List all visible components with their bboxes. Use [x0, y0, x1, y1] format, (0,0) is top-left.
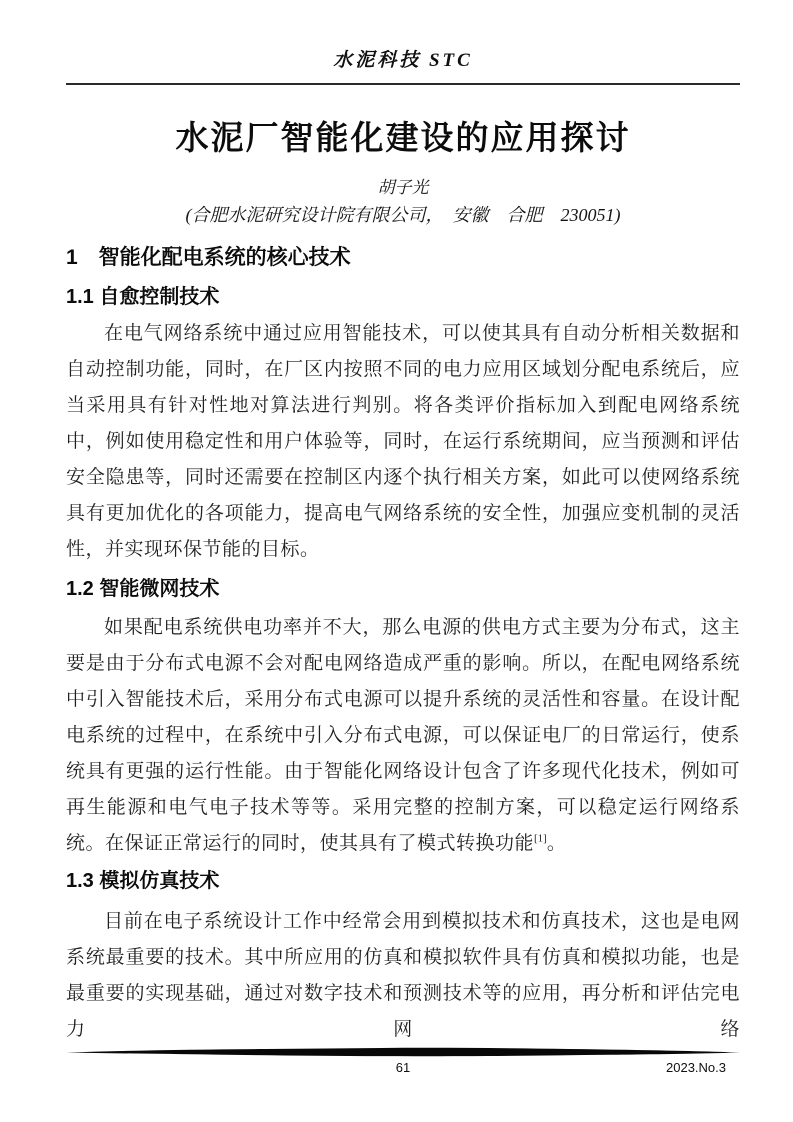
page-footer — [66, 1046, 740, 1079]
paragraph-1-3: 目前在电子系统设计工作中经常会用到模拟技术和仿真技术，这也是电网系统最重要的技术。其中所应用的仿真和模拟软件具有仿真和模拟功能，也是最重要的实现基础，通过对数字技术和预测技术等的应用，再分析和评估完电力网络 — [66, 911, 740, 1040]
paragraph-1-2 — [66, 610, 740, 862]
footer-row — [66, 1059, 740, 1079]
paragraph-1-1: 在电气网络系统中通过应用智能技术，可以使其具有自动分析相关数据和自动控制功能，同时，在厂区内按照不同的电力应用区域划分配电系统后，应当采用具有针对性地对算法进行判别。将各类评价指标加入到配电网络系统中，例如使用稳定性和用户体验等，同时，在运行系统期间，应当预测和评估安全隐患等，同时还需要在控制区内逐个执行相关方案，如此可以使网络系统具有更加优化的各项能力，提高电气网络系统的安全性，加强应变机制的灵活性，并实现环保节能的目标。 — [66, 323, 740, 560]
section-heading-1: 1 智能化配电系统的核心技术 — [66, 246, 351, 269]
journal-title: 水泥科技 STC — [333, 50, 473, 71]
author-affiliation: (合肥水泥研究设计院有限公司， 安徽 合肥 230051) — [185, 205, 621, 225]
footer-rule — [66, 1046, 740, 1058]
subsection-heading-1-2: 1.2 智能微网技术 — [66, 578, 220, 600]
article-title: 水泥厂智能化建设的应用探讨 — [175, 119, 631, 156]
subsection-heading-1-3: 1.3 模拟仿真技术 — [66, 870, 220, 892]
journal-header — [66, 48, 740, 74]
author-name: 胡子光 — [377, 178, 429, 197]
issue-label: 2023.No.3 — [666, 1060, 726, 1075]
citation-marker: [1] — [534, 832, 547, 845]
paragraph-1-2-text-end: 。 — [546, 833, 567, 854]
page-number: 61 — [395, 1060, 411, 1075]
paragraph-1-2-text: 如果配电系统供电功率并不大，那么电源的供电方式主要为分布式，这主要是由于分布式电源不会对配电网络造成严重的影响。所以，在配电网络系统中引入智能技术后，采用分布式电源可以提升系统的灵活性和容量。在设计配电系统的过程中，在系统中引入分布式电源，可以保证电厂的日常运行，使系统具有更强的运行性能。由于智能化网络设计包含了许多现代化技术，例如可再生能源和电气电子技术等等。采用完整的控制方案，可以稳定运行网络系统。在保证正常运行的同时，使其具有了模式转换功能 — [66, 617, 740, 854]
header-rule — [66, 83, 740, 85]
subsection-heading-1-1: 1.1 自愈控制技术 — [66, 286, 220, 308]
